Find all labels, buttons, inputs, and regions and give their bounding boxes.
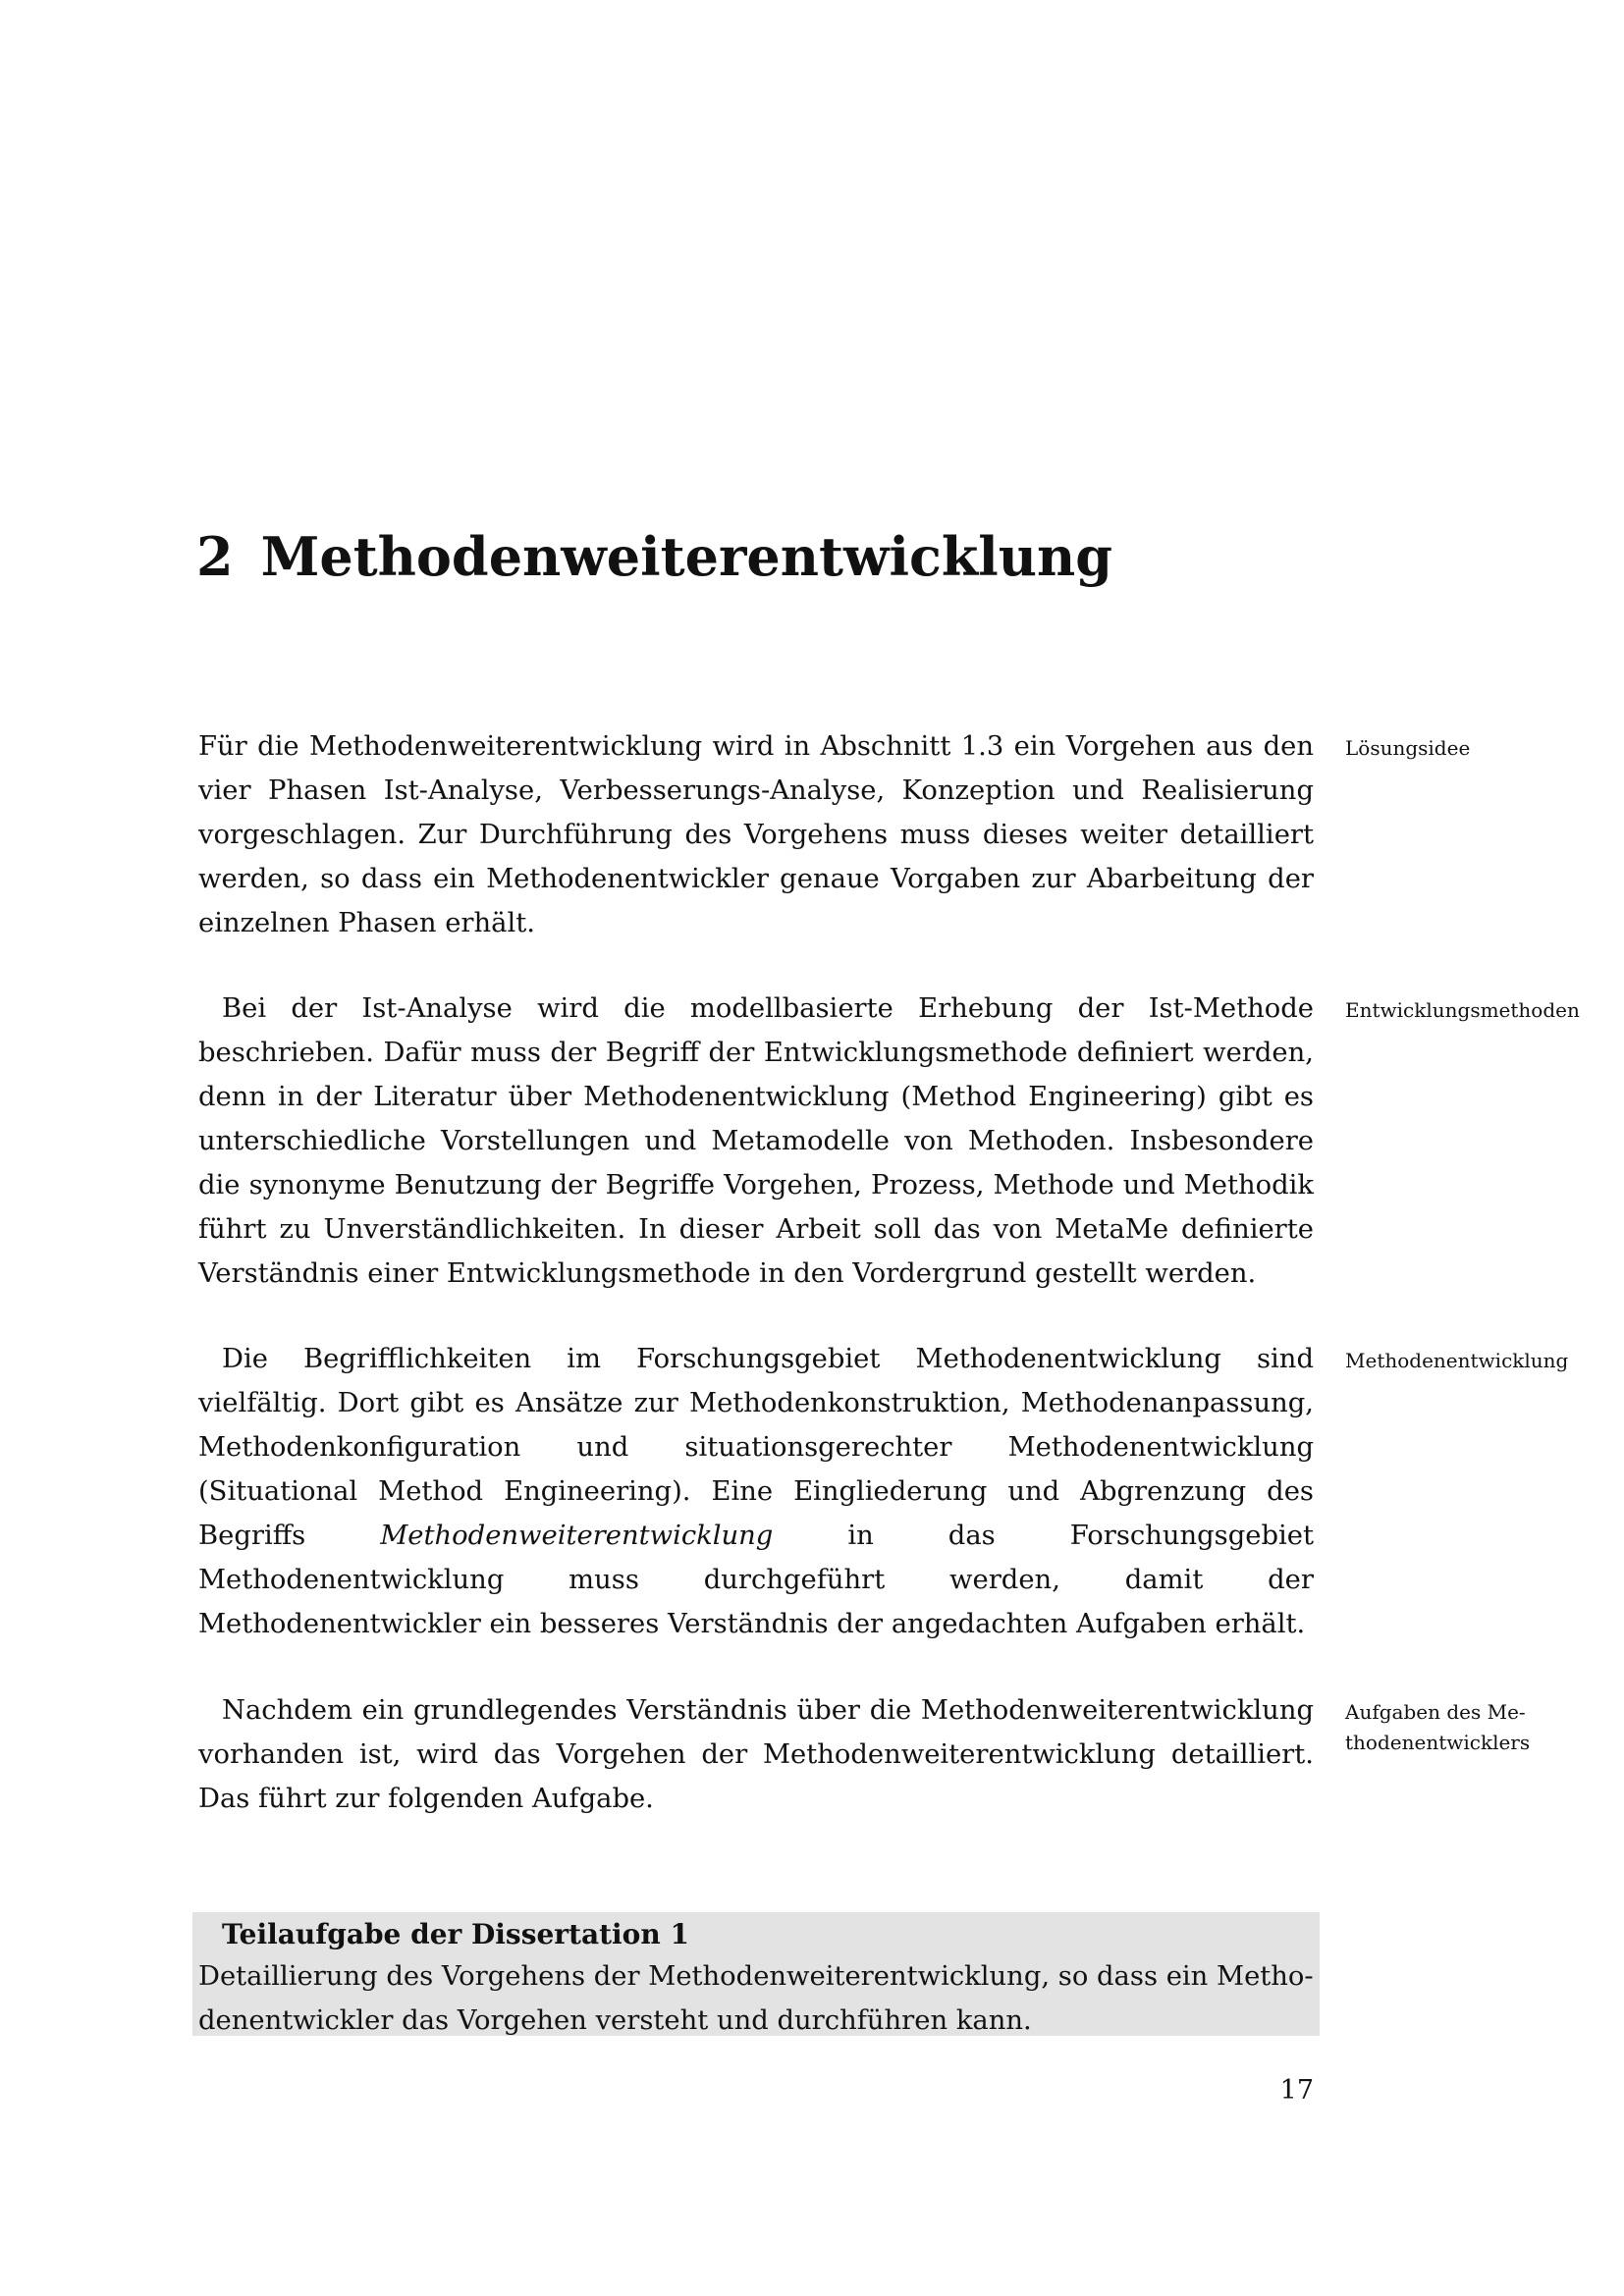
paragraph-3-emphasis: Methodenweiterentwicklung — [380, 1521, 774, 1551]
margin-note-aufgaben: Aufgaben des Me- thodenentwicklers — [1345, 1700, 1531, 1754]
task-box-title: Teilaufgabe der Dissertation 1 — [222, 1918, 689, 1950]
paragraph-2: Bei der Ist-Analyse wird die modellbasierte Erhebung der Ist-Methode beschrieben. Dafür muss der Begriff der Entwicklungsmethode definiert werden, denn in der Literatur über Methodenentwicklung (Method Engineering) gibt es unterschiedliche Vorstellungen und Metamodelle von Methoden. Insbesondere die synonyme Benutzung der Begriffe Vorgehen, Prozess, Methode und Methodik führt zu Unverständlichkeiten. In dieser Arbeit soll das von MetaMe definierte Verständnis einer Entwicklungsmethode in den Vordergrund gestellt werden. — [198, 993, 1314, 1289]
paragraph-4: Nachdem ein grundlegendes Verständnis über die Methodenweiterentwicklung vorhanden ist, wird das Vorgehen der Methodenweiterentwicklung detailliert. Das führt zur folgenden Aufgabe. — [198, 1695, 1314, 1814]
chapter-number: 2 — [196, 525, 234, 588]
task-box-text: Detaillierung des Vorgehens der Methodenweiterentwicklung, so dass ein Methodenentwickler das Vorgehen versteht und durchführen kann. — [198, 1961, 1314, 2036]
margin-note-entwicklungsmethoden: Entwicklungsmethoden — [1345, 998, 1580, 1022]
paragraph-3 — [198, 1337, 1314, 1646]
paragraph-1: Für die Methodenweiterentwicklung wird in Abschnitt 1.3 ein Vorgehen aus den vier Phasen Ist-Analyse, Verbesserungs-Analyse, Konzeption und Realisierung vorgeschlagen. Zur Durchführung des Vorgehens muss dieses weiter detailliert werden, so dass ein Methodenentwickler genaue Vorgaben zur Abarbeitung der einzelnen Phasen erhält. — [198, 731, 1314, 938]
chapter-heading — [196, 525, 1112, 589]
paragraph-3-text-after: in das Forschungsgebiet Methodenentwicklung muss durchgeführt werden, damit der Methodenentwickler ein besseres Verständnis der angedachten Aufgaben erhält. — [198, 1521, 1314, 1639]
task-box — [192, 1912, 1320, 2036]
margin-note-methodenentwicklung: Methodenentwicklung — [1345, 1349, 1569, 1372]
paragraph-3-text-before: Die Begrifflichkeiten im Forschungsgebiet Methodenentwicklung sind vielfältig. Dort gibt es Ansätze zur Methodenkonstruktion, Methodenanpassung, Methodenkonfiguration und situationsgerechter Methodenentwicklung (Situational Method Engineering). Eine Eingliederung und Abgrenzung des Begriffs — [198, 1344, 1314, 1551]
margin-note-loesungsidee: Lösungsidee — [1345, 736, 1471, 760]
chapter-title: Methodenweiterentwicklung — [260, 525, 1113, 588]
page-number: 17 — [1279, 2075, 1314, 2106]
